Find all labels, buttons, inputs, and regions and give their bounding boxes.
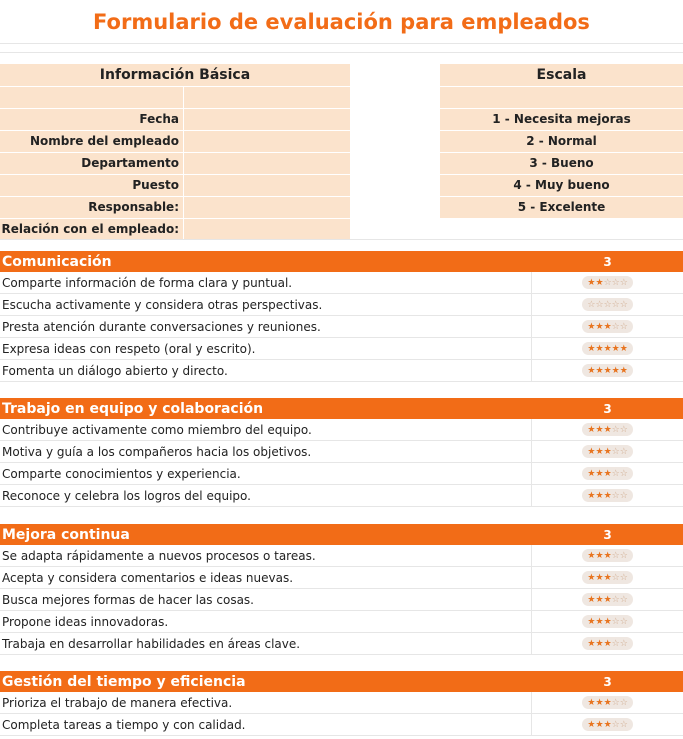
star-icon: ★ [587, 365, 596, 376]
star-rating[interactable] [582, 696, 632, 709]
star-icon: ★ [587, 697, 596, 708]
rating-cell[interactable] [531, 360, 683, 381]
section-1 [0, 398, 683, 507]
section-header [0, 398, 683, 419]
star-icon: ☆ [619, 616, 628, 627]
criteria-row [0, 316, 683, 338]
star-icon: ☆ [619, 550, 628, 561]
rating-cell[interactable] [531, 338, 683, 359]
star-icon: ☆ [611, 697, 620, 708]
star-icon: ☆ [619, 468, 628, 479]
star-icon: ★ [603, 719, 612, 730]
scale-table [440, 64, 683, 241]
basic-info-header: Información Básica [0, 64, 350, 87]
scale-header: Escala [440, 64, 683, 87]
section-2 [0, 524, 683, 655]
star-icon: ★ [595, 719, 604, 730]
star-icon: ☆ [619, 321, 628, 332]
info-row-fecha [0, 109, 350, 131]
criteria-text: Comparte conocimientos y experiencia. [2, 466, 241, 481]
star-icon: ★ [595, 424, 604, 435]
star-rating[interactable] [582, 637, 632, 650]
star-icon: ☆ [619, 299, 628, 310]
star-rating[interactable] [582, 364, 632, 377]
section-title: Trabajo en equipo y colaboración [2, 400, 264, 417]
star-icon: ★ [595, 550, 604, 561]
star-icon: ★ [595, 638, 604, 649]
star-icon: ★ [587, 424, 596, 435]
criteria-text: Completa tareas a tiempo y con calidad. [2, 717, 246, 732]
rating-cell[interactable] [531, 272, 683, 293]
section-score: 3 [603, 254, 612, 269]
star-icon: ★ [587, 638, 596, 649]
star-icon: ★ [603, 365, 612, 376]
rating-cell[interactable] [531, 316, 683, 337]
star-icon: ★ [611, 365, 620, 376]
info-row-nombre [0, 131, 350, 153]
star-icon: ★ [595, 594, 604, 605]
star-icon: ★ [587, 594, 596, 605]
star-icon: ★ [603, 321, 612, 332]
star-icon: ☆ [611, 321, 620, 332]
fecha-field[interactable] [183, 109, 350, 130]
star-icon: ★ [603, 424, 612, 435]
section-title: Mejora continua [2, 526, 130, 543]
star-icon: ☆ [595, 299, 604, 310]
star-icon: ★ [587, 572, 596, 583]
criteria-row [0, 294, 683, 316]
star-rating[interactable] [582, 549, 632, 562]
star-icon: ★ [595, 321, 604, 332]
criteria-row [0, 545, 683, 567]
star-rating[interactable] [582, 615, 632, 628]
star-icon: ☆ [611, 638, 620, 649]
criteria-row [0, 589, 683, 611]
star-icon: ★ [587, 719, 596, 730]
star-rating[interactable] [582, 571, 632, 584]
star-rating[interactable] [582, 467, 632, 480]
rating-cell[interactable] [531, 419, 683, 440]
rating-cell[interactable] [531, 441, 683, 462]
star-icon: ☆ [587, 299, 596, 310]
section-title: Comunicación [2, 253, 112, 270]
star-icon: ☆ [619, 490, 628, 501]
star-icon: ★ [595, 365, 604, 376]
rating-cell[interactable] [531, 485, 683, 506]
star-icon: ☆ [603, 277, 612, 288]
scale-level: 4 - Muy bueno [440, 175, 683, 197]
rating-cell[interactable] [531, 692, 683, 713]
star-rating[interactable] [582, 320, 632, 333]
relationship-field[interactable] [183, 219, 350, 240]
criteria-text: Trabaja en desarrollar habilidades en áreas clave. [2, 636, 301, 651]
page-title: Formulario de evaluación para empleados [93, 10, 590, 34]
criteria-text: Expresa ideas con respeto (oral y escrito). [2, 341, 256, 356]
rating-cell[interactable] [531, 589, 683, 610]
star-icon: ★ [603, 550, 612, 561]
rating-cell[interactable] [531, 463, 683, 484]
section-title: Gestión del tiempo y eficiencia [2, 673, 246, 690]
scale-level: 1 - Necesita mejoras [440, 109, 683, 131]
criteria-text: Prioriza el trabajo de manera efectiva. [2, 695, 233, 710]
scale-level: 3 - Bueno [440, 153, 683, 175]
info-row-relacion [0, 219, 350, 241]
star-icon: ★ [595, 490, 604, 501]
section-header [0, 524, 683, 545]
star-icon: ☆ [619, 638, 628, 649]
criteria-text: Escucha activamente y considera otras perspectivas. [2, 297, 323, 312]
criteria-row [0, 567, 683, 589]
criteria-row [0, 714, 683, 736]
employee-name-field[interactable] [183, 131, 350, 152]
star-icon: ★ [587, 616, 596, 627]
star-icon: ☆ [611, 616, 620, 627]
criteria-text: Busca mejores formas de hacer las cosas. [2, 592, 254, 607]
criteria-text: Presta atención durante conversaciones y reuniones. [2, 319, 321, 334]
star-icon: ★ [603, 616, 612, 627]
star-icon: ★ [587, 490, 596, 501]
star-rating[interactable] [582, 298, 632, 311]
criteria-row [0, 338, 683, 360]
star-icon: ★ [587, 468, 596, 479]
info-label: Nombre del empleado [0, 131, 183, 152]
criteria-text: Comparte información de forma clara y puntual. [2, 275, 293, 290]
section-score: 3 [603, 401, 612, 416]
star-icon: ★ [603, 697, 612, 708]
star-icon: ★ [595, 468, 604, 479]
star-icon: ★ [603, 468, 612, 479]
criteria-row [0, 419, 683, 441]
section-3 [0, 671, 683, 736]
star-icon: ☆ [611, 299, 620, 310]
star-icon: ★ [595, 572, 604, 583]
star-icon: ★ [619, 365, 628, 376]
criteria-row [0, 360, 683, 382]
star-icon: ☆ [603, 299, 612, 310]
section-header [0, 251, 683, 272]
basic-info-table [0, 64, 350, 241]
star-icon: ☆ [619, 719, 628, 730]
criteria-row [0, 463, 683, 485]
star-icon: ★ [587, 446, 596, 457]
star-icon: ★ [595, 697, 604, 708]
star-icon: ☆ [611, 446, 620, 457]
rating-cell[interactable] [531, 611, 683, 632]
star-icon: ★ [595, 277, 604, 288]
star-icon: ☆ [619, 594, 628, 605]
criteria-row [0, 633, 683, 655]
section-0 [0, 251, 683, 382]
star-icon: ★ [595, 616, 604, 627]
star-icon: ☆ [611, 572, 620, 583]
scale-level: 2 - Normal [440, 131, 683, 153]
rating-cell[interactable] [531, 714, 683, 735]
criteria-text: Acepta y considera comentarios e ideas nuevas. [2, 570, 294, 585]
info-label: Relación con el empleado: [0, 219, 183, 240]
criteria-text: Reconoce y celebra los logros del equipo. [2, 488, 251, 503]
section-header [0, 671, 683, 692]
star-icon: ★ [603, 594, 612, 605]
position-field[interactable] [183, 175, 350, 196]
info-row-departamento [0, 153, 350, 175]
star-icon: ☆ [611, 424, 620, 435]
star-icon: ★ [603, 638, 612, 649]
star-icon: ★ [611, 343, 620, 354]
criteria-text: Se adapta rápidamente a nuevos procesos o tareas. [2, 548, 316, 563]
star-icon: ★ [587, 343, 596, 354]
criteria-text: Propone ideas innovadoras. [2, 614, 169, 629]
rating-cell[interactable] [531, 294, 683, 315]
criteria-row [0, 692, 683, 714]
star-rating[interactable] [582, 593, 632, 606]
star-icon: ☆ [619, 277, 628, 288]
star-icon: ☆ [611, 468, 620, 479]
star-icon: ★ [595, 446, 604, 457]
star-icon: ★ [603, 343, 612, 354]
star-icon: ☆ [611, 719, 620, 730]
star-icon: ★ [587, 321, 596, 332]
criteria-row [0, 485, 683, 507]
star-icon: ★ [587, 550, 596, 561]
star-icon: ★ [619, 343, 628, 354]
info-row-responsable [0, 197, 350, 219]
criteria-row [0, 272, 683, 294]
info-row-puesto [0, 175, 350, 197]
star-icon: ☆ [619, 424, 628, 435]
star-icon: ☆ [611, 490, 620, 501]
info-label: Departamento [0, 153, 183, 174]
star-icon: ☆ [619, 572, 628, 583]
manager-field[interactable] [183, 197, 350, 218]
star-rating[interactable] [582, 342, 632, 355]
scale-level: 5 - Excelente [440, 197, 683, 219]
info-label: Responsable: [0, 197, 183, 218]
rating-cell[interactable] [531, 545, 683, 566]
star-rating[interactable] [582, 489, 632, 502]
star-rating[interactable] [582, 718, 632, 731]
section-score: 3 [603, 674, 612, 689]
star-icon: ★ [603, 446, 612, 457]
department-field[interactable] [183, 153, 350, 174]
star-icon: ★ [595, 343, 604, 354]
star-rating[interactable] [582, 423, 632, 436]
star-icon: ★ [603, 490, 612, 501]
info-label: Fecha [0, 109, 183, 130]
star-icon: ☆ [619, 697, 628, 708]
star-icon: ☆ [611, 277, 620, 288]
section-score: 3 [603, 527, 612, 542]
star-icon: ☆ [619, 446, 628, 457]
criteria-row [0, 441, 683, 463]
star-rating[interactable] [582, 445, 632, 458]
star-icon: ☆ [611, 550, 620, 561]
star-icon: ★ [587, 277, 596, 288]
criteria-text: Contribuye activamente como miembro del equipo. [2, 422, 312, 437]
criteria-text: Motiva y guía a los compañeros hacia los objetivos. [2, 444, 312, 459]
criteria-row [0, 611, 683, 633]
rating-cell[interactable] [531, 567, 683, 588]
rating-cell[interactable] [531, 633, 683, 654]
star-icon: ☆ [611, 594, 620, 605]
info-label: Puesto [0, 175, 183, 196]
criteria-text: Fomenta un diálogo abierto y directo. [2, 363, 228, 378]
star-icon: ★ [603, 572, 612, 583]
star-rating[interactable] [582, 276, 632, 289]
